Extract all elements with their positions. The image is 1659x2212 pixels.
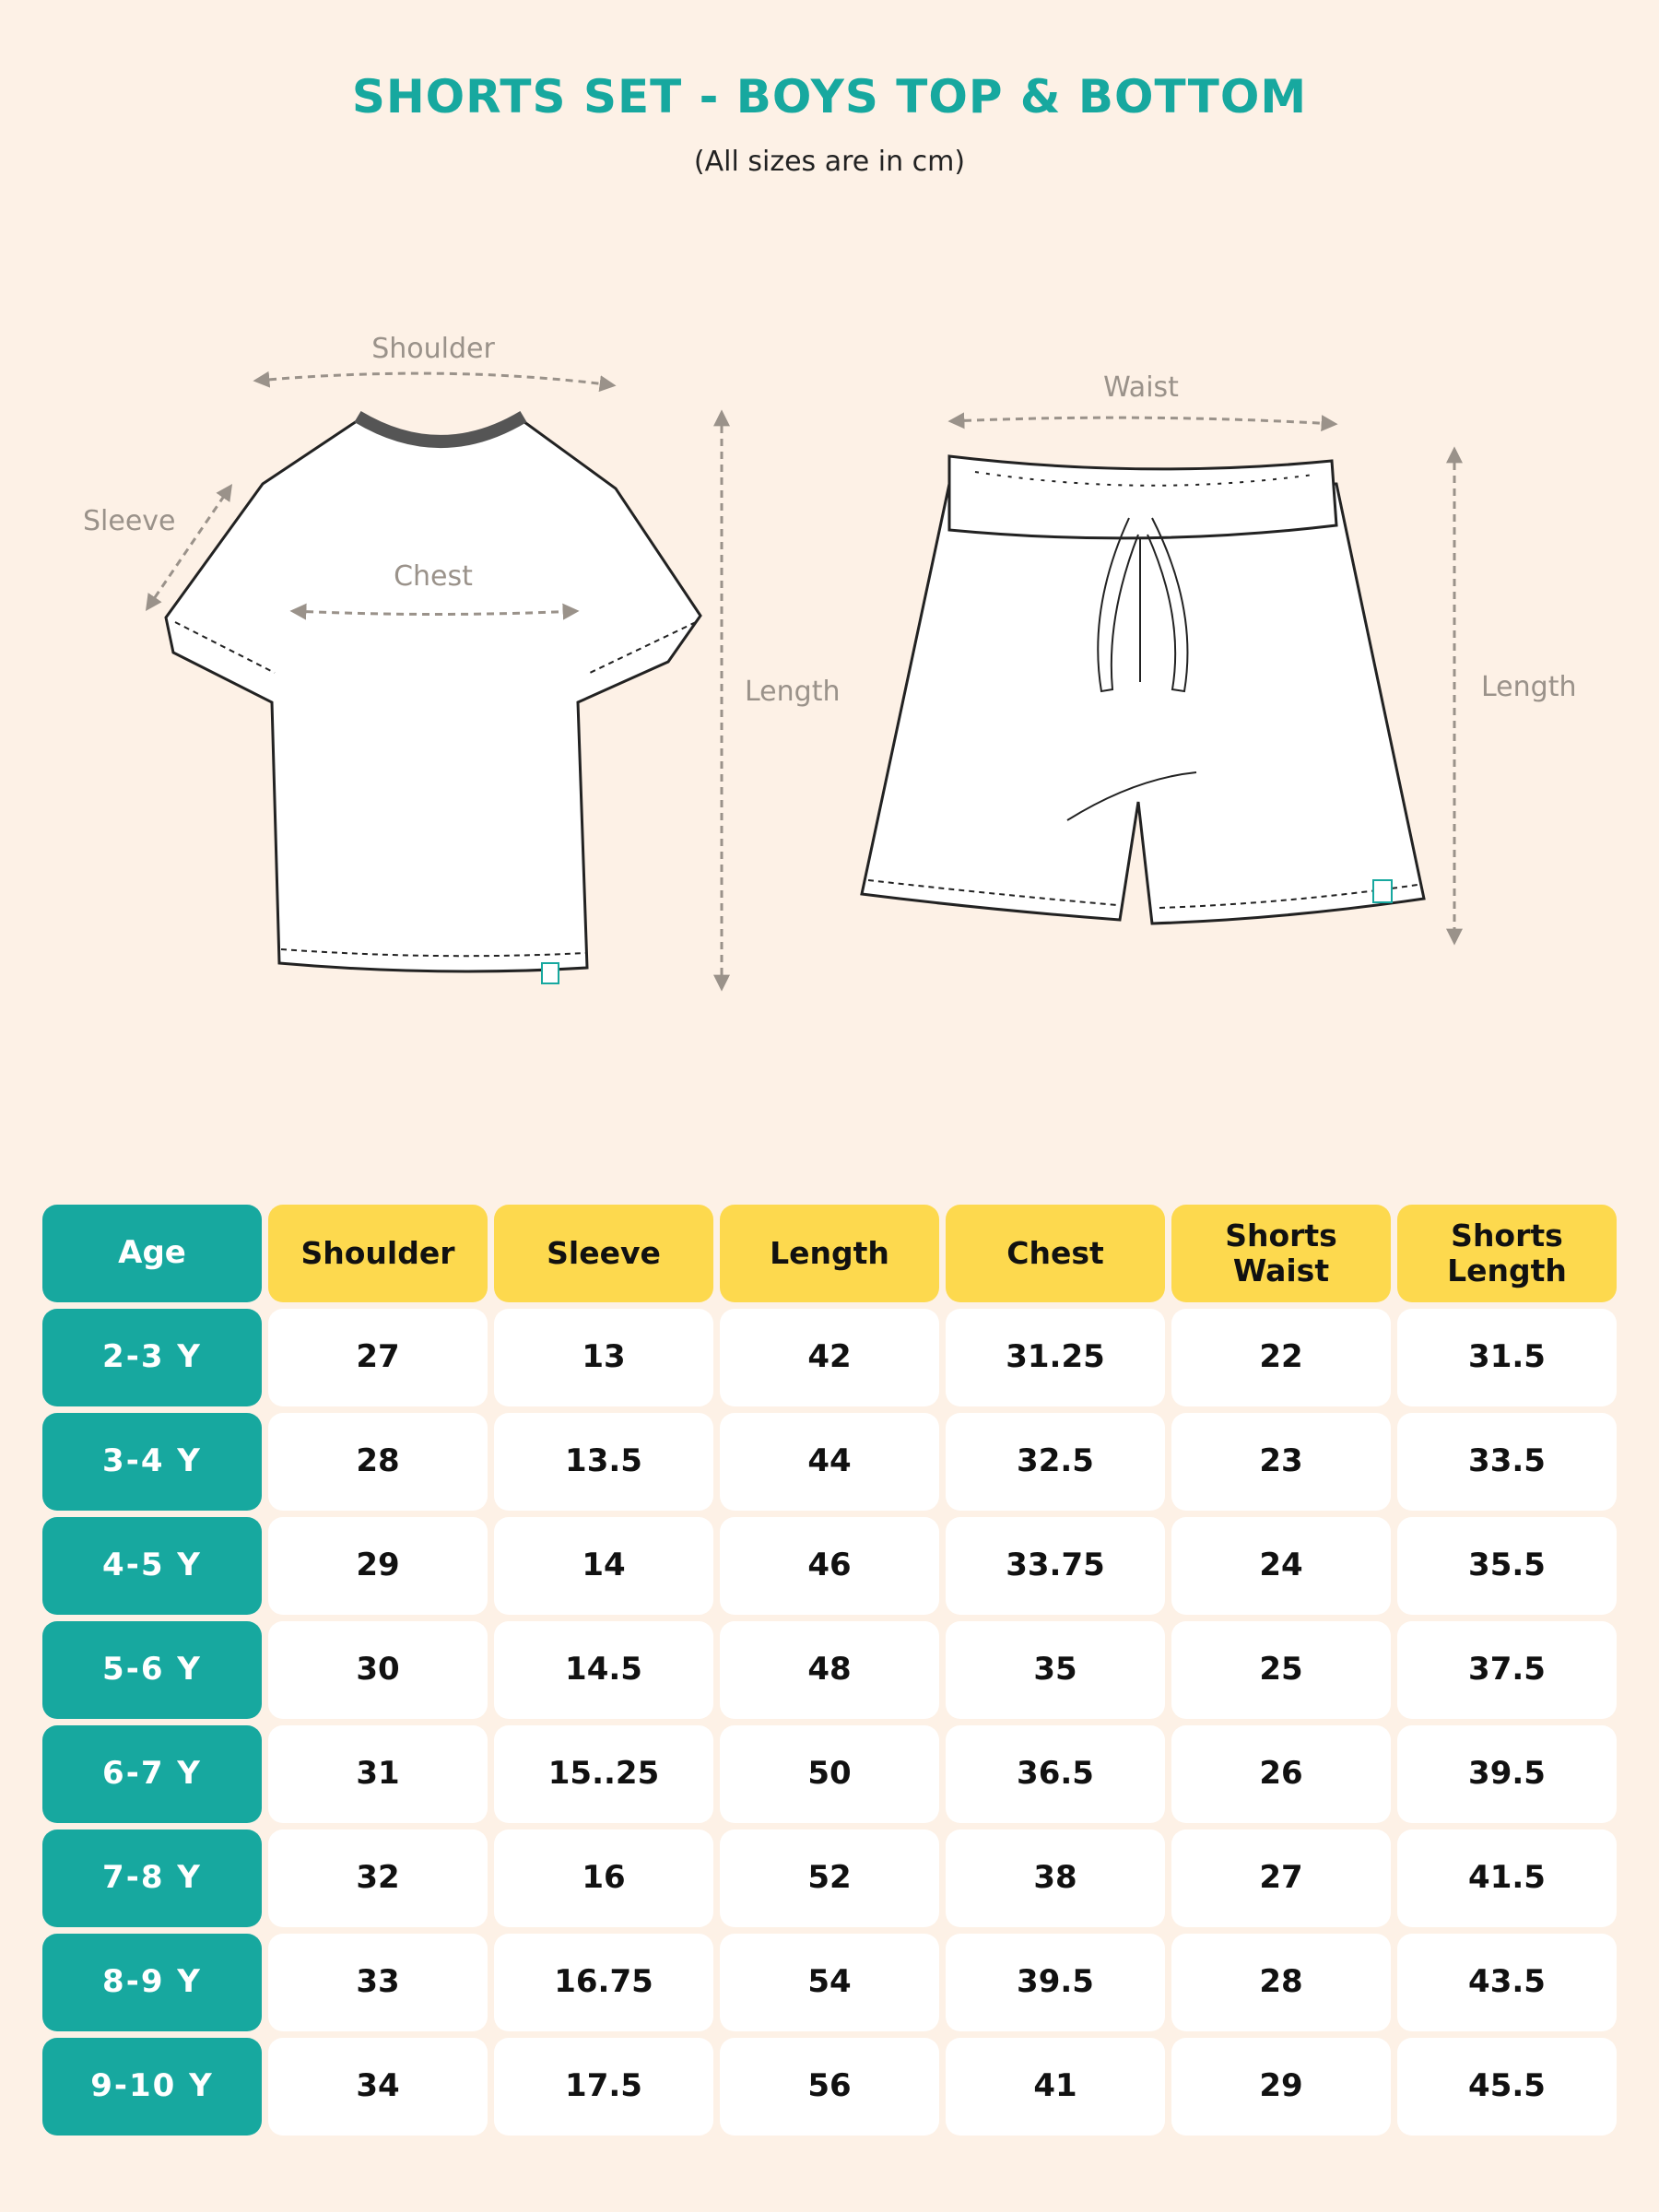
waist-dimension [951, 418, 1335, 424]
value-cell-shorts-length: 39.5 [1397, 1725, 1617, 1823]
value-cell-length: 50 [720, 1725, 939, 1823]
value-cell-length: 44 [720, 1413, 939, 1511]
age-cell: 9-10 Y [42, 2038, 262, 2136]
header-age: Age [42, 1205, 262, 1302]
garment-diagram [0, 304, 1659, 1023]
value-cell-sleeve: 13.5 [494, 1413, 713, 1511]
value-cell-chest: 33.75 [946, 1517, 1165, 1615]
age-cell: 3-4 Y [42, 1413, 262, 1511]
value-cell-length: 48 [720, 1621, 939, 1719]
value-cell-length: 54 [720, 1934, 939, 2031]
value-cell-length: 42 [720, 1309, 939, 1406]
page-title: SHORTS SET - BOYS TOP & BOTTOM [351, 70, 1308, 124]
value-cell-length: 56 [720, 2038, 939, 2136]
value-cell-shoulder: 34 [268, 2038, 488, 2136]
header-shorts-length: Shorts Length [1397, 1205, 1617, 1302]
header-shorts-waist: Shorts Waist [1171, 1205, 1391, 1302]
top-length-label: Length [745, 676, 841, 708]
header-sleeve: Sleeve [494, 1205, 713, 1302]
value-cell-shorts-length: 37.5 [1397, 1621, 1617, 1719]
value-cell-shorts-waist: 24 [1171, 1517, 1391, 1615]
shorts-illustration [862, 456, 1424, 924]
value-cell-length: 46 [720, 1517, 939, 1615]
value-cell-shorts-length: 31.5 [1397, 1309, 1617, 1406]
value-cell-sleeve: 14 [494, 1517, 713, 1615]
value-cell-sleeve: 16 [494, 1830, 713, 1927]
value-cell-chest: 32.5 [946, 1413, 1165, 1511]
value-cell-shorts-length: 43.5 [1397, 1934, 1617, 2031]
value-cell-chest: 35 [946, 1621, 1165, 1719]
value-cell-sleeve: 17.5 [494, 2038, 713, 2136]
value-cell-shorts-waist: 26 [1171, 1725, 1391, 1823]
value-cell-shoulder: 28 [268, 1413, 488, 1511]
value-cell-shoulder: 31 [268, 1725, 488, 1823]
value-cell-shorts-waist: 23 [1171, 1413, 1391, 1511]
value-cell-shorts-waist: 27 [1171, 1830, 1391, 1927]
value-cell-shoulder: 32 [268, 1830, 488, 1927]
value-cell-shoulder: 33 [268, 1934, 488, 2031]
age-cell: 5-6 Y [42, 1621, 262, 1719]
value-cell-shorts-waist: 28 [1171, 1934, 1391, 2031]
sleeve-label: Sleeve [83, 505, 176, 537]
waist-label: Waist [1103, 371, 1179, 404]
value-cell-shorts-waist: 22 [1171, 1309, 1391, 1406]
age-cell: 7-8 Y [42, 1830, 262, 1927]
age-cell: 4-5 Y [42, 1517, 262, 1615]
age-cell: 2-3 Y [42, 1309, 262, 1406]
value-cell-chest: 31.25 [946, 1309, 1165, 1406]
chest-label: Chest [394, 560, 473, 593]
value-cell-shorts-length: 33.5 [1397, 1413, 1617, 1511]
value-cell-chest: 41 [946, 2038, 1165, 2136]
value-cell-shorts-waist: 29 [1171, 2038, 1391, 2136]
age-cell: 6-7 Y [42, 1725, 262, 1823]
value-cell-shorts-length: 35.5 [1397, 1517, 1617, 1615]
value-cell-shoulder: 27 [268, 1309, 488, 1406]
value-cell-sleeve: 14.5 [494, 1621, 713, 1719]
age-cell: 8-9 Y [42, 1934, 262, 2031]
value-cell-shorts-waist: 25 [1171, 1621, 1391, 1719]
shoulder-dimension [256, 373, 613, 385]
value-cell-chest: 38 [946, 1830, 1165, 1927]
value-cell-sleeve: 15..25 [494, 1725, 713, 1823]
size-chart-table [42, 1205, 1617, 2136]
value-cell-shoulder: 30 [268, 1621, 488, 1719]
header-shoulder: Shoulder [268, 1205, 488, 1302]
shorts-length-label: Length [1481, 671, 1577, 703]
value-cell-sleeve: 13 [494, 1309, 713, 1406]
value-cell-chest: 36.5 [946, 1725, 1165, 1823]
value-cell-shorts-length: 45.5 [1397, 2038, 1617, 2136]
shoulder-label: Shoulder [371, 333, 495, 365]
units-note: (All sizes are in cm) [693, 146, 966, 178]
header-length: Length [720, 1205, 939, 1302]
value-cell-shorts-length: 41.5 [1397, 1830, 1617, 1927]
header-chest: Chest [946, 1205, 1165, 1302]
tshirt-illustration [166, 417, 700, 983]
value-cell-shoulder: 29 [268, 1517, 488, 1615]
value-cell-sleeve: 16.75 [494, 1934, 713, 2031]
value-cell-length: 52 [720, 1830, 939, 1927]
value-cell-chest: 39.5 [946, 1934, 1165, 2031]
